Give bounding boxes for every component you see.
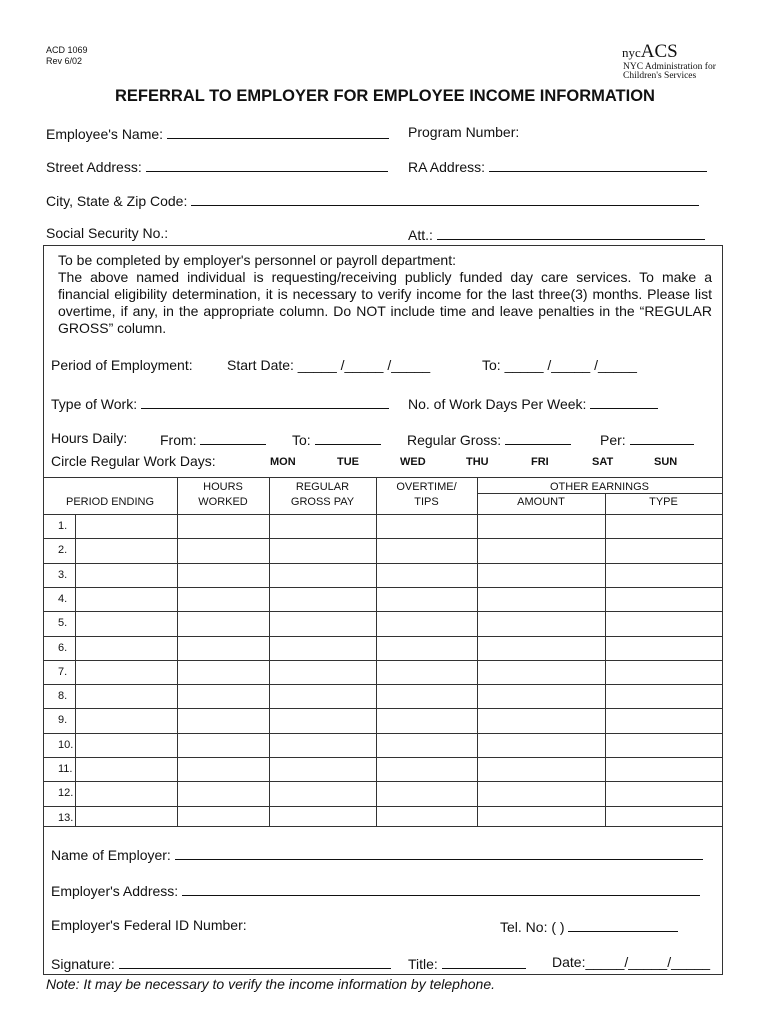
day-mon[interactable]: MON <box>270 456 296 468</box>
tel-field[interactable] <box>500 917 678 935</box>
city-state-zip-line[interactable] <box>191 191 699 206</box>
work-days-line[interactable] <box>590 394 658 409</box>
employer-address-field[interactable] <box>51 881 700 899</box>
hours-daily-label: Hours Daily: <box>51 430 128 446</box>
tel-label: Tel. No: ( ) <box>500 919 565 935</box>
day-sat[interactable]: SAT <box>592 456 614 468</box>
table-row[interactable] <box>44 538 722 562</box>
ssn-field[interactable] <box>46 225 168 241</box>
table-row[interactable] <box>44 514 722 538</box>
agency-line-1: NYC Administration for <box>623 62 716 72</box>
note-text: Note: It may be necessary to verify the income information by telephone. <box>46 976 496 992</box>
form-revision: Rev 6/02 <box>46 56 83 66</box>
header-regular-gross-pay: REGULAR GROSS PAY <box>290 481 355 508</box>
end-date-field[interactable]: To: _____ /_____ /_____ <box>482 357 637 373</box>
row-number: 12. <box>58 787 74 800</box>
street-address-label: Street Address: <box>46 159 142 175</box>
hours-to-label: To: <box>292 432 311 448</box>
att-field[interactable] <box>408 225 705 243</box>
type-of-work-field[interactable] <box>51 394 389 412</box>
table-row[interactable] <box>44 587 722 611</box>
start-date-field[interactable]: Start Date: _____ /_____ /_____ <box>227 357 431 373</box>
header-type: TYPE <box>649 496 678 508</box>
att-line[interactable] <box>437 225 705 240</box>
regular-gross-label: Regular Gross: <box>407 432 502 448</box>
employer-address-line[interactable] <box>182 881 700 896</box>
ra-address-field[interactable] <box>408 157 707 175</box>
street-address-line[interactable] <box>146 157 388 172</box>
hours-from-field[interactable] <box>160 430 266 448</box>
work-days-field[interactable] <box>408 394 658 412</box>
table-row[interactable] <box>44 660 722 684</box>
row-number: 5. <box>58 617 68 630</box>
table-row[interactable] <box>44 563 722 587</box>
day-sun[interactable]: SUN <box>654 456 678 468</box>
logo-main: ACS <box>640 41 678 62</box>
employer-address-label: Employer's Address: <box>51 883 179 899</box>
row-number: 2. <box>58 544 68 557</box>
city-state-zip-label: City, State & Zip Code: <box>46 193 188 209</box>
instructions-body: The above named individual is requesting/receiving publicly funded day care services. To make a financial eligibility determination, it is necessary to verify income for the last three(3) months. Please list overtime, if any, in the appropriate column. Do NOT include time and leave penalties in the “REGULAR GROSS” column. <box>58 269 712 336</box>
header-overtime-tips: OVERTIME/ TIPS <box>396 481 457 508</box>
title-field[interactable] <box>408 954 526 972</box>
row-number: 8. <box>58 690 68 703</box>
row-number: 9. <box>58 714 68 727</box>
regular-gross-field[interactable] <box>407 430 571 448</box>
table-row[interactable] <box>44 757 722 781</box>
table-row[interactable] <box>44 636 722 660</box>
day-fri[interactable]: FRI <box>531 456 549 468</box>
row-number: 10. <box>58 738 74 751</box>
tel-line[interactable] <box>568 917 678 932</box>
street-address-field[interactable] <box>46 157 388 175</box>
federal-id-label: Employer's Federal ID Number: <box>51 917 247 933</box>
day-wed[interactable]: WED <box>400 456 426 468</box>
employee-name-field[interactable] <box>46 124 389 142</box>
row-number: 11. <box>58 763 73 775</box>
row-number: 13. <box>58 811 74 824</box>
row-number: 7. <box>58 665 68 678</box>
agency-line-2: Children's Services <box>623 71 697 81</box>
header-other-earnings: OTHER EARNINGS <box>549 481 649 493</box>
employee-name-label: Employee's Name: <box>46 126 164 142</box>
type-of-work-line[interactable] <box>141 394 389 409</box>
logo-prefix: nyc <box>622 45 641 60</box>
type-of-work-label: Type of Work: <box>51 396 138 412</box>
date-field[interactable]: Date:_____/_____/_____ <box>552 954 711 970</box>
row-number: 6. <box>58 641 68 654</box>
instructions-heading: To be completed by employer's personnel or payroll department: <box>58 252 456 268</box>
title-line[interactable] <box>442 954 526 969</box>
program-number-field[interactable] <box>408 124 519 140</box>
per-line[interactable] <box>630 430 694 445</box>
day-tue[interactable]: TUE <box>337 456 359 468</box>
hours-to-field[interactable] <box>292 430 381 448</box>
city-state-zip-field[interactable] <box>46 191 699 209</box>
per-field[interactable] <box>600 430 694 448</box>
row-number: 3. <box>58 568 68 581</box>
signature-label: Signature: <box>51 956 115 972</box>
circle-work-days-label: Circle Regular Work Days: <box>51 453 216 469</box>
acs-logo <box>622 41 678 63</box>
table-row[interactable] <box>44 781 722 805</box>
employee-name-line[interactable] <box>167 124 389 139</box>
period-of-employment-label: Period of Employment: <box>51 357 193 373</box>
ra-address-label: RA Address: <box>408 159 486 175</box>
work-days-label: No. of Work Days Per Week: <box>408 396 587 412</box>
employer-name-field[interactable] <box>51 845 703 863</box>
header-amount: AMOUNT <box>517 496 565 508</box>
att-label: Att.: <box>408 227 433 243</box>
per-label: Per: <box>600 432 626 448</box>
table-row[interactable] <box>44 611 722 635</box>
header-hours-worked: HOURS WORKED <box>198 481 248 508</box>
title-label: Title: <box>408 956 438 972</box>
hours-from-label: From: <box>160 432 197 448</box>
header-period-ending: PERIOD ENDING <box>65 496 154 508</box>
signature-line[interactable] <box>119 954 391 969</box>
day-thu[interactable]: THU <box>466 456 489 468</box>
hours-to-line[interactable] <box>315 430 381 445</box>
row-number: 1. <box>58 520 68 532</box>
program-number-label: Program Number: <box>408 124 520 140</box>
row-number: 4. <box>58 592 68 605</box>
table-row[interactable] <box>44 733 722 757</box>
table-row[interactable] <box>44 684 722 708</box>
form-code: ACD 1069 <box>46 45 88 55</box>
signature-field[interactable] <box>51 954 391 972</box>
table-row[interactable] <box>44 708 722 732</box>
employer-name-line[interactable] <box>175 845 703 860</box>
employer-name-label: Name of Employer: <box>51 847 171 863</box>
regular-gross-line[interactable] <box>505 430 571 445</box>
ra-address-line[interactable] <box>489 157 707 172</box>
ssn-label: Social Security No.: <box>46 225 169 241</box>
hours-from-line[interactable] <box>200 430 266 445</box>
page-title: REFERRAL TO EMPLOYER FOR EMPLOYEE INCOME INFORMATION <box>115 87 655 105</box>
